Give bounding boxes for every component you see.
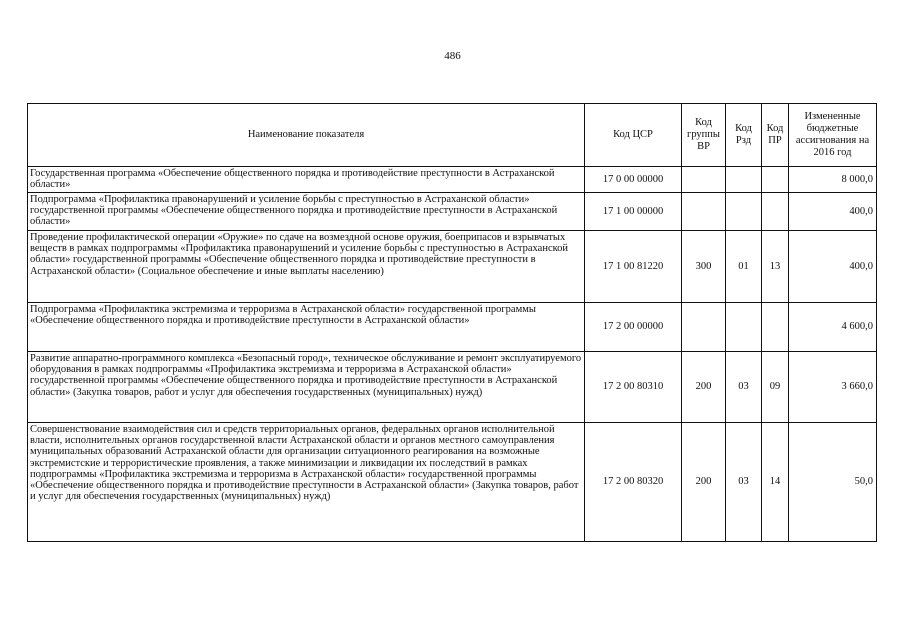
row-pr: 14 bbox=[762, 423, 789, 542]
row-amount: 400,0 bbox=[789, 193, 877, 231]
row-rzd: 01 bbox=[726, 231, 762, 303]
row-name: Подпрограмма «Профилактика экстремизма и терроризма в Астраханской области» государственной программы «Обеспечение общественного порядка и противодействие преступности в Астраханской области» bbox=[28, 303, 585, 352]
budget-table bbox=[27, 103, 877, 542]
header-rzd: Код Рзд bbox=[726, 104, 762, 167]
row-vr: 200 bbox=[682, 423, 726, 542]
header-pr: Код ПР bbox=[762, 104, 789, 167]
header-amount: Измененные бюджетные ассигнования на 2016 год bbox=[789, 104, 877, 167]
page-number: 486 bbox=[444, 50, 461, 62]
header-csr: Код ЦСР bbox=[585, 104, 682, 167]
row-vr: 300 bbox=[682, 231, 726, 303]
row-csr: 17 2 00 00000 bbox=[585, 303, 682, 352]
row-amount: 50,0 bbox=[789, 423, 877, 542]
row-amount: 3 660,0 bbox=[789, 352, 877, 423]
row-vr bbox=[682, 167, 726, 193]
row-vr bbox=[682, 303, 726, 352]
row-rzd: 03 bbox=[726, 423, 762, 542]
row-name: Государственная программа «Обеспечение общественного порядка и противодействие преступности в Астраханской области» bbox=[28, 167, 585, 193]
row-name: Подпрограмма «Профилактика правонарушений и усиление борьбы с преступностью в Астраханской области» государственной программы «Обеспечение общественного порядка и противодействие преступности в Астраханской области» bbox=[28, 193, 585, 231]
row-amount: 4 600,0 bbox=[789, 303, 877, 352]
row-name: Развитие аппаратно-программного комплекса «Безопасный город», техническое обслуживание и ремонт эксплуатируемого оборудования в рамках подпрограммы «Профилактика экстремизма и терроризма в Астраханской области» государственной программы «Обеспечение общественного порядка и противодействие преступности в Астраханской области» (Закупка товаров, работ и услуг для обеспечения государственных (муниципальных) нужд) bbox=[28, 352, 585, 423]
table-row bbox=[28, 303, 877, 352]
table-header-row bbox=[28, 104, 877, 167]
table-row bbox=[28, 231, 877, 303]
row-amount: 400,0 bbox=[789, 231, 877, 303]
row-csr: 17 0 00 00000 bbox=[585, 167, 682, 193]
row-rzd bbox=[726, 193, 762, 231]
header-name: Наименование показателя bbox=[28, 104, 585, 167]
row-rzd bbox=[726, 303, 762, 352]
row-pr: 13 bbox=[762, 231, 789, 303]
table-row bbox=[28, 352, 877, 423]
row-csr: 17 2 00 80320 bbox=[585, 423, 682, 542]
header-vr: Код группы ВР bbox=[682, 104, 726, 167]
row-rzd bbox=[726, 167, 762, 193]
row-pr bbox=[762, 167, 789, 193]
row-name: Совершенствование взаимодействия сил и средств территориальных органов, федеральных органов исполнительной власти, исполнительных органов государственной власти Астраханской области и органов местного самоуправления муниципальных образований Астраханской области для организации ситуационного реагирования на возможные экстремистские и террористические проявления, а также минимизации и ликвидации их последствий в рамках подпрограммы «Профилактика экстремизма и терроризма в Астраханской области» государственной программы «Обеспечение общественного порядка и противодействие преступности в Астраханской области» (Закупка товаров, работ и услуг для обеспечения государственных (муниципальных) нужд) bbox=[28, 423, 585, 542]
table-row bbox=[28, 167, 877, 193]
row-pr bbox=[762, 193, 789, 231]
table-row bbox=[28, 193, 877, 231]
table-row bbox=[28, 423, 877, 542]
row-rzd: 03 bbox=[726, 352, 762, 423]
row-name: Проведение профилактической операции «Оружие» по сдаче на возмездной основе оружия, боеприпасов и взрывчатых веществ в рамках подпрограммы «Профилактика правонарушений и усиление борьбы с преступностью в Астраханской области» государственной программы «Обеспечение общественного порядка и противодействие преступности в Астраханской области» (Социальное обеспечение и иные выплаты населению) bbox=[28, 231, 585, 303]
row-vr bbox=[682, 193, 726, 231]
row-vr: 200 bbox=[682, 352, 726, 423]
row-pr bbox=[762, 303, 789, 352]
row-amount: 8 000,0 bbox=[789, 167, 877, 193]
row-csr: 17 2 00 80310 bbox=[585, 352, 682, 423]
row-csr: 17 1 00 81220 bbox=[585, 231, 682, 303]
row-pr: 09 bbox=[762, 352, 789, 423]
row-csr: 17 1 00 00000 bbox=[585, 193, 682, 231]
